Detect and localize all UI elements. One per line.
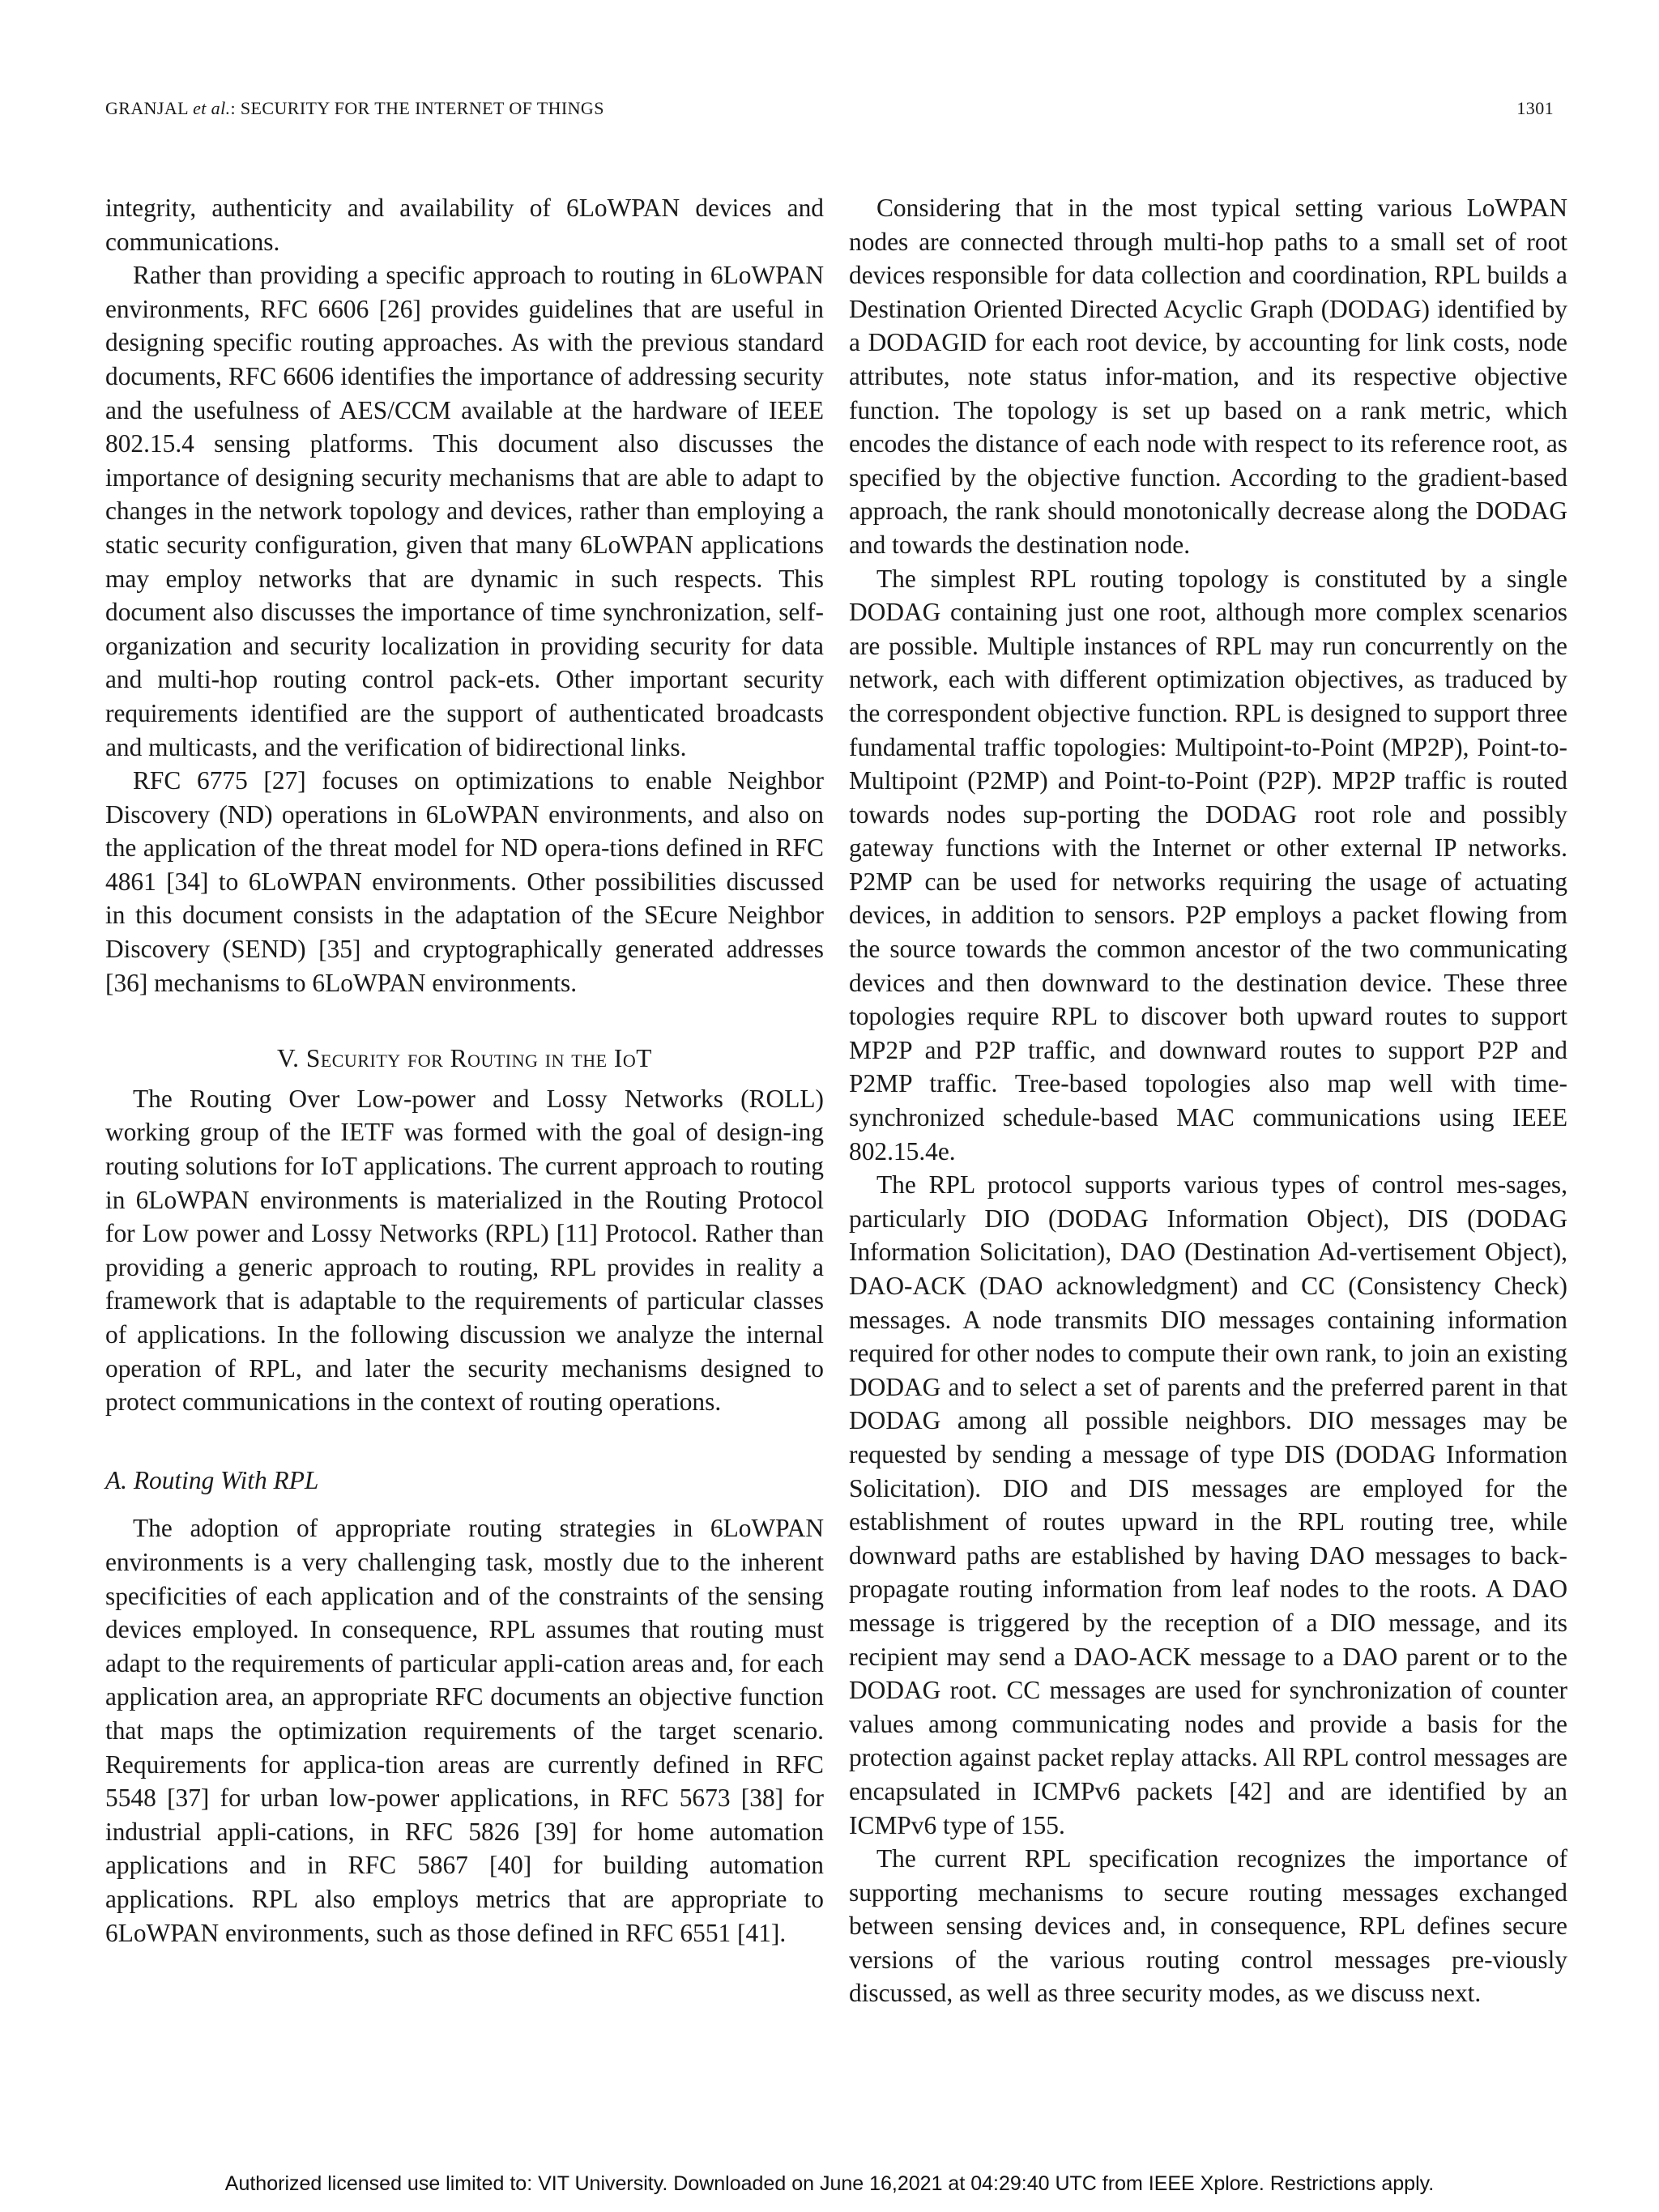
paragraph-rpl-security: The current RPL specification recognizes the importance of supporting mechanisms to secure routing messages exchanged between sensing devices and, in consequence, RPL defines secure versions of the various routing control messages pre-viously discussed, as well as three security modes, as we discuss next. [849,1844,1567,2008]
section-heading: V. Security for Routing in the IoT [277,1044,652,1073]
paragraph-rfc6606: Rather than providing a specific approach to routing in 6LoWPAN environments, RFC 6606 [26] provides guidelines that are useful in designing specific routing approaches. As with the previous standard documents, RFC 6606 identifies the importance of addressing security and the usefulness of AES/CCM available at the hardware of IEEE 802.15.4 sensing platforms. This document also discusses the importance of designing security mechanisms that are able to adapt to changes in the network topology and devices, rather than employing a static security configuration, given that many 6LoWPAN applications may employ networks that are dynamic in such respects. This document also discusses the importance of time synchronization, self-organization and security localization in providing security for data and multi-hop routing control pack-ets. Other important security requirements identified are the support of authenticated broadcasts and multicasts, and the verification of bidirectional links. [105,261,824,761]
journal-header: GRANJAL et al.: SECURITY FOR THE INTERNET OF THINGS [105,98,604,118]
paragraph-routing-strategies: The adoption of appropriate routing strategies in 6LoWPAN environments is a very challenging task, mostly due to the inherent specificities of each application and of the constraints of the sensing devices employed. In consequence, RPL assumes that routing must adapt to the requirements of particular appli-cation areas and, for each application area, an appropriate RFC documents an objective function that maps the optimization requirements of the target scenario. Requirements for applica-tion areas are currently defined in RFC 5548 [37] for urban low-power applications, in RFC 5673 [38] for industrial appli-cations, in RFC 5826 [39] for home automation applications and in RFC 5867 [40] for building automation applications. RPL also employs metrics that are appropriate to 6LoWPAN environments, such as those defined in RFC 6551 [41]. [105,1514,824,1947]
paragraph-roll: The Routing Over Low-power and Lossy Networks (ROLL) working group of the IETF was formed with the goal of design-ing routing solutions for IoT applications. The current approach to routing in 6LoWPAN environments is materialized in the Routing Protocol for Low power and Lossy Networks (RPL) [11] Protocol. Rather than providing a generic approach to routing, RPL provides in reality a framework that is adaptable to the requirements of particular classes of applications. In the following discussion we analyze the internal operation of RPL, and later the security mechanisms designed to protect communications in the context of routing operations. [105,1084,824,1417]
paragraph-rfc6775: RFC 6775 [27] focuses on optimizations to enable Neighbor Discovery (ND) operations in 6LoWPAN environments, and also on the application of the threat model for ND opera-tions defined in RFC 4861 [34] to 6LoWPAN environments. Other possibilities discussed in this document consists in the adaptation of the SEcure Neighbor Discovery (SEND) [35] and cryptographically generated addresses [36] mechanisms to 6LoWPAN environments. [105,766,824,997]
paragraph-continuation: integrity, authenticity and availability of 6LoWPAN devices and communications. [105,194,824,256]
license-footer: Authorized licensed use limited to: VIT University. Downloaded on June 16,2021 at 04:29:40 UTC from IEEE Xplore. Restrictions apply. [224,2172,1435,2195]
subsection-heading: A. Routing With RPL [105,1465,319,1494]
paragraph-control-messages: The RPL protocol supports various types of control mes-sages, particularly DIO (DODAG Information Object), DIS (DODAG Information Solicitation), DAO (Destination Ad-vertisement Object), DAO-ACK (DAO acknowledgment) and CC (Consistency Check) messages. A node transmits DIO messages containing information required for other nodes to compute their own rank, to join an existing DODAG and to select a set of parents and the preferred parent in that DODAG among all possible neighbors. DIO messages may be requested by sending a message of type DIS (DODAG Information Solicitation). DIO and DIS messages are employed for the establishment of routes upward in the RPL routing tree, while downward paths are established by having DAO messages to back-propagate routing information from leaf nodes to the roots. A DAO message is triggered by the reception of a DIO message, and its recipient may send a DAO-ACK message to a DAO parent or to the DODAG root. CC messages are used for synchronization of counter values among communicating nodes and provide a basis for the protection against packet replay attacks. All RPL control messages are encapsulated in ICMPv6 packets [42] and are identified by an ICMPv6 type of 155. [849,1170,1567,1839]
paragraph-topologies: The simplest RPL routing topology is constituted by a single DODAG containing just one root, although more complex scenarios are possible. Multiple instances of RPL may run concurrently on the network, each with different optimization objectives, as traduced by the correspondent objective function. RPL is designed to support three fundamental traffic topologies: Multipoint-to-Point (MP2P), Point-to-Multipoint (P2MP) and Point-to-Point (P2P). MP2P traffic is routed towards nodes sup-porting the DODAG root role and possibly gateway functions with the Internet or other external IP networks. P2MP can be used for networks requiring the usage of actuating devices, in addition to sensors. P2P employs a packet flowing from the source towards the common ancestor of the two communicating devices and then downward to the destination device. These three topologies require RPL to discover both upward routes to support MP2P and P2P traffic, and downward routes to support P2P and P2MP traffic. Tree-based topologies also map well with time-synchronized schedule-based MAC communications using IEEE 802.15.4e. [849,564,1567,1166]
running-header [105,98,1554,119]
left-column [105,191,824,1950]
paragraph-dodag: Considering that in the most typical setting various LoWPAN nodes are connected through multi-hop paths to a small set of root devices responsible for data collection and coordination, RPL builds a Destination Oriented Directed Acyclic Graph (DODAG) identified by a DODAGID for each root device, by accounting for link costs, node attributes, note status infor-mation, and its respective objective function. The topology is set up based on a rank metric, which encodes the distance of each node with respect to its reference root, as specified by the objective function. According to the gradient-based approach, the rank should monotonically decrease along the DODAG and towards the destination node. [849,194,1567,559]
page-number: 1301 [1516,98,1554,118]
right-column [849,191,1567,2010]
